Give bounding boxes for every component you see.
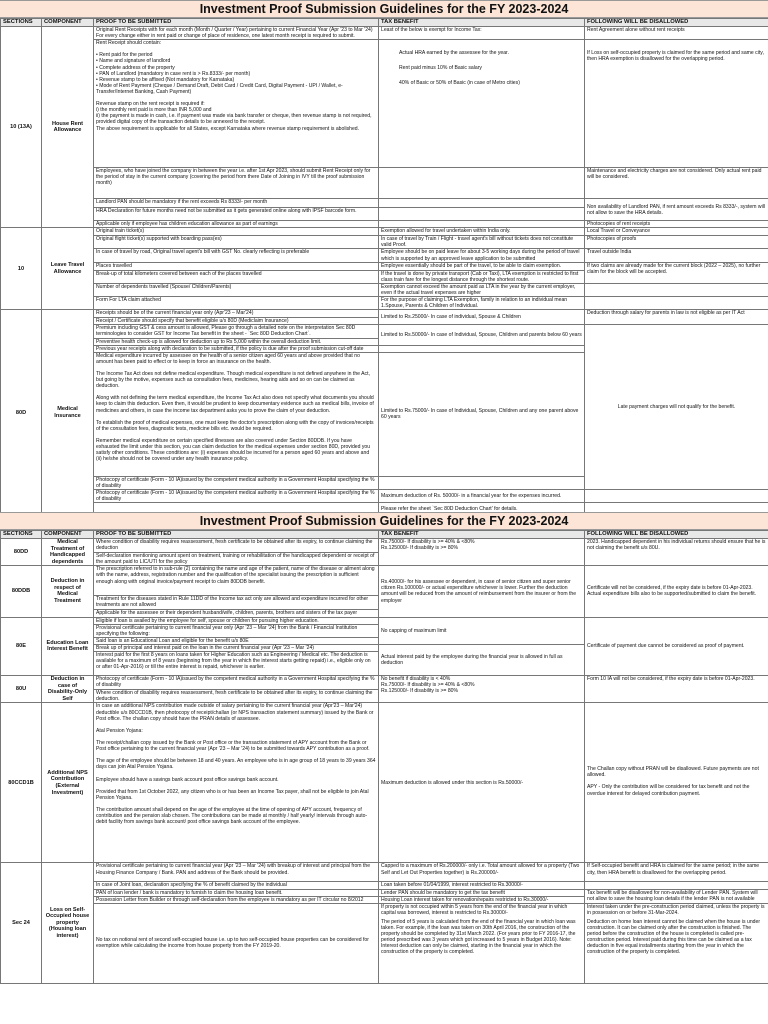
section-code: 80E	[1, 617, 42, 675]
tax-cell: Maximum deduction is allowed under this section is Rs.50000/-	[379, 703, 585, 863]
proof-cell: In case of Joint loan, declaration specifying the % of benefit claimed by the individual	[94, 882, 379, 889]
tax-text: No benefit if disability is < 40% Rs.75000/- If disability is >= 40% & <80% Rs.125000/- If disability is >= 80%	[381, 676, 475, 695]
table-row	[1, 903, 768, 983]
disallowed-cell	[585, 283, 768, 296]
header-row	[1, 531, 768, 539]
proof-cell: PAN of loan lender / bank is mandatory to furnish to claim the housing loan benefit.	[94, 889, 379, 896]
disallowed-cell: Form 10 IA will not be considered, if the expiry date is before 01-Apr-2023.	[585, 676, 768, 703]
proof-cell: Provisional certificate pertaining to current financial year only (Apr '23 – Mar '24) from the Bank / Financial Institution specifying the following:	[94, 624, 379, 637]
tax-cell: Please refer the sheet `Sec 80D Deduction Chart' for details.	[379, 503, 585, 512]
tax-cell	[379, 168, 585, 199]
proof-cell: Form For LTA claim attached	[94, 297, 379, 310]
tax-cell: Exemption allowed for travel undertaken within India only.	[379, 228, 585, 236]
component-name: Medical Treatment of Handicapped dependents	[42, 539, 94, 566]
disallowed-cell: Non availability of Landlord PAN, if rent amount exceeds Rs 8333/-, system will not allow to save the HRA details.	[585, 199, 768, 221]
table-row	[1, 262, 768, 270]
table-row	[1, 310, 768, 318]
disallowed-cell: Late payment charges will not qualify for the benefit.	[585, 325, 768, 490]
disallowed-cell: Local Travel or Conveyance	[585, 228, 768, 236]
table-row	[1, 863, 768, 882]
table-row	[1, 539, 768, 553]
proof-cell: Where condition of disability requires reassessment, fresh certificate to be obtained after its expiry, to continue claiming the deduction.	[94, 689, 379, 703]
tax-cell	[379, 676, 585, 703]
proof-cell: Eligible if loan is availed by the employee for self, spouse or children for pursuing higher education.	[94, 617, 379, 624]
proof-cell: HRA Declaration for future months need not be submitted as it gets generated online along with IPSF barcode form.	[94, 208, 379, 221]
disallowed-cell	[585, 297, 768, 310]
proof-cell: Employees, who have joined the company in between the year i.e. after 1st Apr 2023, should submit Rent Receipt only for the period of stay in the current company (covering the period from there Date of Joining in IVY till the proof submission month)	[94, 168, 379, 199]
proof-cell: Provisional certificate pertaining to current financial year (Apr '23 – Mar '24) with breakup of interest and principal from the Housing Finance Company / Bank. PAN and address of the Bank should be provided.	[94, 863, 379, 882]
section-code: 80D	[1, 310, 42, 512]
disallowed-cell: Certificate of payment due cannot be considered as proof of payment.	[585, 617, 768, 675]
page-title: Investment Proof Submission Guidelines for the FY 2023-2024	[0, 512, 768, 530]
disallowed-cell	[585, 489, 768, 502]
proof-cell: The prescription referred to in sub-rule (2) containing the name and age of the patient, name of the disease or ailment along with the name, address, registration number and the qualification of the specialist issuing the prescription is sufficient enough along with original invoice/payment receipt to claim 80DDB benefit.	[94, 566, 379, 596]
tax-cell	[379, 345, 585, 352]
disallowed-text: The Challan copy without PRAN will be disallowed. Future payments are not allowed. APY - Only the contribution will be considered for tax benefit and not the overdue interest for delayed contribution payment.	[587, 766, 759, 797]
disallowed-text: Interest taken under the pre-construction period claimed, unless the property is in possession on or before 31-Mar-2024.	[587, 903, 765, 916]
proof-cell: Original Rent Receipts with for each month (Month / Quarter / Year) pertaining to current Financial Year (Apr '23 to Mar '24) For every change either in rent paid or change of place of residence, one latest month receipt is required to submit.	[94, 27, 379, 40]
disallowed-text: Deduction on home loan interest cannot be claimed when the house is under construction. It can be claimed only after the construction is finished. The period before the construction of the house is completed is called pre-construction period. Interest paid during this time can be claimed as a tax deduction in five equal installments starting from the year in which the construction of the property is completed.	[587, 918, 761, 956]
header-row	[1, 19, 768, 27]
disallowed-cell: Maintenance and electricity charges are not considered. Only actual rent paid will be considered.	[585, 168, 768, 199]
table-row	[1, 676, 768, 690]
header-tax-benefit: TAX BENEFIT	[379, 19, 585, 27]
proof-cell: Previous year receipts along with declaration to be submitted, if the policy is due after the proof submission cut-off date	[94, 345, 379, 352]
table-row	[1, 503, 768, 512]
proof-cell	[94, 703, 379, 863]
tax-cell: Limited to Rs.50000/- In case of Individual, Spouse, Children and parents below 60 years	[379, 325, 585, 345]
rent-receipt-requirements: Rent Receipt should contain: • Rent paid for the period • Name and signature of landlord • Complete address of the property • PAN of Landlord (mandatory in case rent is > Rs.8333/- per month) • Revenue stamp to be affixed (Not mandatory for Karnataka) • Mode of Rent Payment (Cheque / Demand Draft, Debit Card / Credit Card, Digital Payment - UPI / Wallet, e-Transfer/Internet Banking, Cash Payment) Revenue stamp on the rent receipt is required if: i) the monthly rent paid is more than INR 5,000 and ii) the payment is made in cash, i.e. if payment was made via bank transfer or cheque, then revenue stamp is not required, provided digital copy of the transaction details to be annexed to the receipt. The above requirement is applicable for all States, except Karnataka where revenue stamp requirement is abolished.	[96, 40, 372, 132]
header-sections: SECTIONS	[1, 19, 42, 27]
tax-cell: If the travel is done by private transport (Cab or Taxi), LTA exemption is restricted to first class train fare for the longest distance through the shortest route.	[379, 270, 585, 283]
tax-cell	[379, 208, 585, 221]
header-component: COMPONENT	[42, 19, 94, 27]
hra-option: Actual HRA earned by the assessee for the year.	[399, 50, 509, 57]
tax-cell	[379, 539, 585, 566]
proof-cell	[94, 352, 379, 476]
header-proof: PROOF TO BE SUBMITTED	[94, 531, 379, 539]
proof-cell: Number of dependents travelled (Spouse/ Children/Parents)	[94, 283, 379, 296]
proof-cell: Receipt / Certificate should specify that benefit eligible u/s 80D (Mediclaim Insurance)	[94, 318, 379, 325]
disallowed-cell: Rent Agreement alone without rent receipts	[585, 27, 768, 40]
proof-cell: Receipts should be of the current financial year only (Apr'23 – Mar'24)	[94, 310, 379, 318]
tax-cell	[379, 903, 585, 983]
page-2	[0, 512, 768, 1024]
header-sections: SECTIONS	[1, 531, 42, 539]
table-row	[1, 40, 768, 168]
proof-cell: Break-up of total kilometers covered between each of the places travelled	[94, 270, 379, 283]
header-disallowed: FOLLOWING WILL BE DISALLOWED	[585, 19, 768, 27]
tax-cell: Least of the below is exempt for Income Tax:	[379, 27, 585, 40]
section-code: 10	[1, 228, 42, 310]
disallowed-cell: If Self-occupied benefit and HRA is claimed for the same period; in the same city, then HRA benefit is disallowed for the overlapping period.	[585, 863, 768, 882]
tax-cell	[379, 221, 585, 228]
tax-cell: Loan taken before 01/04/1999, interest restricted to Rs.30000/-	[379, 882, 585, 889]
hra-option: Rent paid minus 10% of Basic salary	[399, 65, 482, 72]
header-disallowed: FOLLOWING WILL BE DISALLOWED	[585, 531, 768, 539]
disallowed-cell	[585, 882, 768, 889]
proof-cell: Original flight ticket(s) supported with boarding pass(es)	[94, 236, 379, 249]
guidelines-table	[0, 18, 768, 512]
table-row	[1, 283, 768, 296]
tax-cell	[379, 476, 585, 489]
section-code: Sec 24	[1, 863, 42, 983]
component-name: Education Loan Interest Benefit	[42, 617, 94, 675]
tax-cell	[379, 199, 585, 208]
proof-cell: Landlord PAN should be mandatory if the rent exceeds Rs 8333/- per month	[94, 199, 379, 208]
proof-cell: Possession Letter from Builder or through self-declaration from the employee is mandatory as per IT circular no 8/2012	[94, 896, 379, 903]
proof-cell: Where condition of disability requires reassessment, fresh certificate to be obtained after its expiry, to continue claiming the deduction	[94, 539, 379, 553]
proof-cell: Preventive health check-up is allowed for deduction up to Rs 5,000 within the overall deduction limit.	[94, 338, 379, 345]
component-name: Medical Insurance	[42, 310, 94, 512]
header-proof: PROOF TO BE SUBMITTED	[94, 19, 379, 27]
table-row	[1, 566, 768, 596]
tax-cell: For the purpose of claiming LTA Exemption, family in relation to an individual mean 1.Spouse, Parents & Children of Individual.	[379, 297, 585, 310]
page-title: Investment Proof Submission Guidelines for the FY 2023-2024	[0, 0, 768, 18]
proof-cell: Photocopy of certificate (Form - 10 IA)issued by the competent medical authority in a Government Hospital specifying the % of disability	[94, 476, 379, 489]
disallowed-text: If Loss on self-occupied property is claimed for the same period and same city, then HRA exemption is disallowed for the overlapping period.	[587, 50, 764, 63]
table-row	[1, 236, 768, 249]
proof-cell: Said loan is an Educational Loan and eligible for the benefit u/s 80E	[94, 637, 379, 644]
proof-cell: Premium including GST & cess amount is allowed, Please go through a detailed note on the interpretation Sec 80D terminologies to consider GST for Income Tax benefit in the sheet - `Sec 80D Deduction Chart`.	[94, 325, 379, 338]
nps-apy-details: In case an additional NPS contribution made outside of salary pertaining to the current financial year (Apr'23 – Mar'24) deductible u/s 80CCD1B, then photocopy of receipt/challan (or NPS transaction statement summary) issued by the Bank or Post office. The challan copy should have the PRAN details of assessee. Atal Pension Yojana: The receipt/challan copy issued by the Bank or Post office or the transaction statement of APY account from the Bank or Post office pertaining to the current financial year (Apr '23 – Mar '24) to be submitted towards APY contribution as a proof. The age of the employee should be between 18 and 40 years. An employee who is in age group of 18 years to 39 years 364 days can join Atal Pension Yojana. Employee should have a savings bank account post office savings bank account. Provided that from 1st October 2022, any citizen who is or has been an Income Tax payer, shall not be eligible to join Atal Pension Yojana. The contribution amount shall depend on the age of the employee at the time of opening of APY account, frequency of contribution and the pension slab chosen. The contributions can be made at monthly / half yearly/ intervals through auto-debit facility from savings bank account/ post office savings bank account of the employee.	[96, 703, 376, 826]
disallowed-cell: Certificate will not be considered, if the expiry date is before 01-Apr-2023. Actual expenditure bills also to be supported/submitted to claim the benefit.	[585, 566, 768, 617]
component-name: Leave Travel Allowance	[42, 228, 94, 310]
tax-cell	[379, 40, 585, 168]
proof-cell: Interest paid for the first 8 years on loans taken for Higher Education such as Engineering / Medical etc. The deduction is available for a maximum of 8 years (beginning from the year in which the interest starts getting repaid) i.e., eligible only on or after 01-Apr-2016) or till the entire interest is repaid, whichever is earlier.	[94, 652, 379, 676]
proof-cell: Places travelled	[94, 262, 379, 270]
table-row	[1, 489, 768, 502]
tax-cell: Limited to Rs.75000/- In case of Individual, Spouse, Children and any one parent above 60 years	[379, 352, 585, 476]
proof-cell: Photocopy of certificate (Form - 10 IA)issued by the competent medical authority in a Government Hospital specifying the % of disability	[94, 676, 379, 690]
disallowed-cell	[585, 903, 768, 983]
hra-option: 40% of Basic or 50% of Basic (in case of Metro cities)	[399, 80, 520, 87]
disallowed-cell	[585, 703, 768, 863]
disallowed-cell: Deduction through salary for parents in law is not eligible as per IT Act	[585, 310, 768, 325]
disallowed-cell	[585, 503, 768, 512]
table-row	[1, 199, 768, 208]
table-row	[1, 228, 768, 236]
disallowed-cell: If two claims are already made for the current block (2022 – 2025), no further claim for the block will be accepted.	[585, 262, 768, 283]
table-row	[1, 168, 768, 199]
tax-cell: Rs.40000/- for his assessee or dependent, in case of senior citizen and super senior citizen Rs.100000/- or actual expenditure whichever is lower. Further the deduction amount will be reduced from the amount of reimbursement from the insurer or from the employer	[379, 566, 585, 617]
tax-cell: Capped to a maximum of Rs.200000/- only i.e. Total amount allowed for a property (Two Self and Let Out Properties together) is Rs.200000/-	[379, 863, 585, 882]
tax-cell: Maximum deduction of Rs. 50000/- in a financial year for the expenses incurred.	[379, 489, 585, 502]
proof-cell	[94, 40, 379, 168]
tax-cell: Employee essentially should be part of the travel, to be able to claim exemption.	[379, 262, 585, 270]
proof-cell: Self-declaration mentioning amount spent on treatment, training or rehabilitation of the handicapped dependent or receipt of the amount paid to LIC/UTI for the policy	[94, 552, 379, 566]
tax-cell: Limited to Rs.25000/- In case of individual, Spouse & Children	[379, 310, 585, 325]
guidelines-table	[0, 530, 768, 984]
proof-cell: Applicable only if employee has children education allowance as part of earnings	[94, 221, 379, 228]
disallowed-cell	[585, 40, 768, 168]
disallowed-cell: Tax benefit will be disallowed for non-availability of Lender PAN. System will not allow to save the housing loan details if the lender PAN is not available	[585, 889, 768, 903]
section-code: 80CCD1B	[1, 703, 42, 863]
proof-cell	[94, 503, 379, 512]
header-tax-benefit: TAX BENEFIT	[379, 531, 585, 539]
tax-text: The period of 5 years is calculated from the end of the financial year in which loan was taken. For example, if the loan was taken on 30th April 2016, the construction of the property should be completed by 31st March 2022. (For years prior to FY 2016-17, the period prescribed was 3 years which got increased to 5 years in Budget 2016). Note: Interest deduction can only be claimed, starting in the financial year in which the construction of the property is completed.	[381, 918, 576, 956]
table-row	[1, 325, 768, 338]
tax-cell: Employee should be on paid leave for about 3-5 working days during the period of travel which is supported by an approved leave application to be submitted	[379, 249, 585, 262]
tax-cell: Lender PAN should be mandatory to get the tax benefit	[379, 889, 585, 896]
tax-cell: In case of travel by Train / Flight - travel agent's bill without tickets does not constitute valid Proof.	[379, 236, 585, 249]
component-name: House Rent Allowance	[42, 27, 94, 228]
tax-cell: Exemption cannot exceed the amount paid as LTA in the year by the current employer, even if the actual travel expenses are higher	[379, 283, 585, 296]
proof-cell: No tax on notional rent of second self-occupied house i.e. up to two self-occupied house properties can be considered for exemption while calculating the income from house property from the FY 2019-20.	[94, 903, 379, 983]
component-name: Additional NPS Contribution (External Investment)	[42, 703, 94, 863]
section-code: 10 (13A)	[1, 27, 42, 228]
table-row	[1, 27, 768, 40]
table-row	[1, 889, 768, 896]
table-row	[1, 617, 768, 624]
disallowed-cell: 2023. Handicapped dependent in his individual returns should ensure that he is not claiming the benefit u/s 80U.	[585, 539, 768, 566]
component-name: Deduction in case of Disability-Only Self	[42, 676, 94, 703]
table-row	[1, 297, 768, 310]
component-name: Deduction in respect of Medical Treatment	[42, 566, 94, 617]
component-name: Loss on Self-Occupied house property (Housing loan interest)	[42, 863, 94, 983]
proof-cell: Applicable for the assessee or their dependent husband/wife, children, parents, brothers and sisters of the tax payer	[94, 609, 379, 617]
disallowed-cell: Photocopies of proofs	[585, 236, 768, 249]
proof-cell: Break up of principal and interest paid on the loan in the current financial year (Apr '23 – Mar '24)	[94, 644, 379, 651]
disallowed-cell: Photocopies of rent receipts	[585, 221, 768, 228]
header-component: COMPONENT	[42, 531, 94, 539]
section-code: 80DDB	[1, 566, 42, 617]
tax-text: If property is not occupied within 5 years from the end of the financial year in which capital was borrowed, interest is restricted to Rs.30000/-	[381, 903, 568, 916]
proof-cell: In case of travel by road, Original travel agent's bill with GST No. clearly reflecting is preferable	[94, 249, 379, 262]
table-row	[1, 221, 768, 228]
disallowed-cell: Travel outside India	[585, 249, 768, 262]
tax-cell: Actual interest paid by the employee during the financial year is allowed in full as deduction	[379, 644, 585, 675]
table-row	[1, 249, 768, 262]
section-code: 80DD	[1, 539, 42, 566]
table-row	[1, 882, 768, 889]
table-row	[1, 703, 768, 863]
tax-text: Rs.75000/- If disability is >= 40% & <80% Rs.125000/- If disability is >= 80%	[381, 539, 475, 552]
proof-cell: Treatment for the diseases stated in Rule 11DD of the Income tax act only are allowed and expenditure incurred for other treatments are not allowed	[94, 596, 379, 609]
tax-cell: Housing Loan interest taken for renovation/repairs restricted to Rs.30000/-	[379, 896, 585, 903]
section-code: 80U	[1, 676, 42, 703]
medical-expenditure-note: Medical expenditure incurred by assessee on the health of a senior citizen aged 60 years and above provided that no amount has been paid to effect or to keep in force an insurance on the health. The Income Tax Act does not define medical expenditure. Though medical expenditure is not defined anywhere in the Act, but going by the motive, expenses such as consultation fees, medicines, hearing aids and so on can be claimed as deduction. Along with not defining the term medical expenditure, the Income Tax Act also does not specify what documents you should keep to claim this deduction. Even then, it would be prudent to keep documentary evidence such as medical bills, invoice of medicines and others, in case the income tax department asks you to prove the claim of your deduction. To establish the proof of medical expenses, one must keep the doctor's prescription along with the copy of invoices/receipts of the consultation fees, diagnostic tests, medicine bills etc. would be required. Remember medical expenditure on certain specified illnesses are also covered under Section 80DDB. If you have exhausted the limit under this section, you can claim deduction for the medical expenses under section 80D, provided you satisfy other conditions. These conditions are: (i) expenses should be incurred for a person aged 60 years and above and (ii) he/she should not be covered under any health insurance policy.	[96, 352, 374, 463]
tax-cell: No capping of maximum limit	[379, 617, 585, 644]
proof-cell: Original train ticket(s)	[94, 228, 379, 236]
proof-cell: Photocopy of certificate (Form - 10 IA)issued by the competent medical authority in a Government Hospital specifying the % of disability	[94, 489, 379, 502]
